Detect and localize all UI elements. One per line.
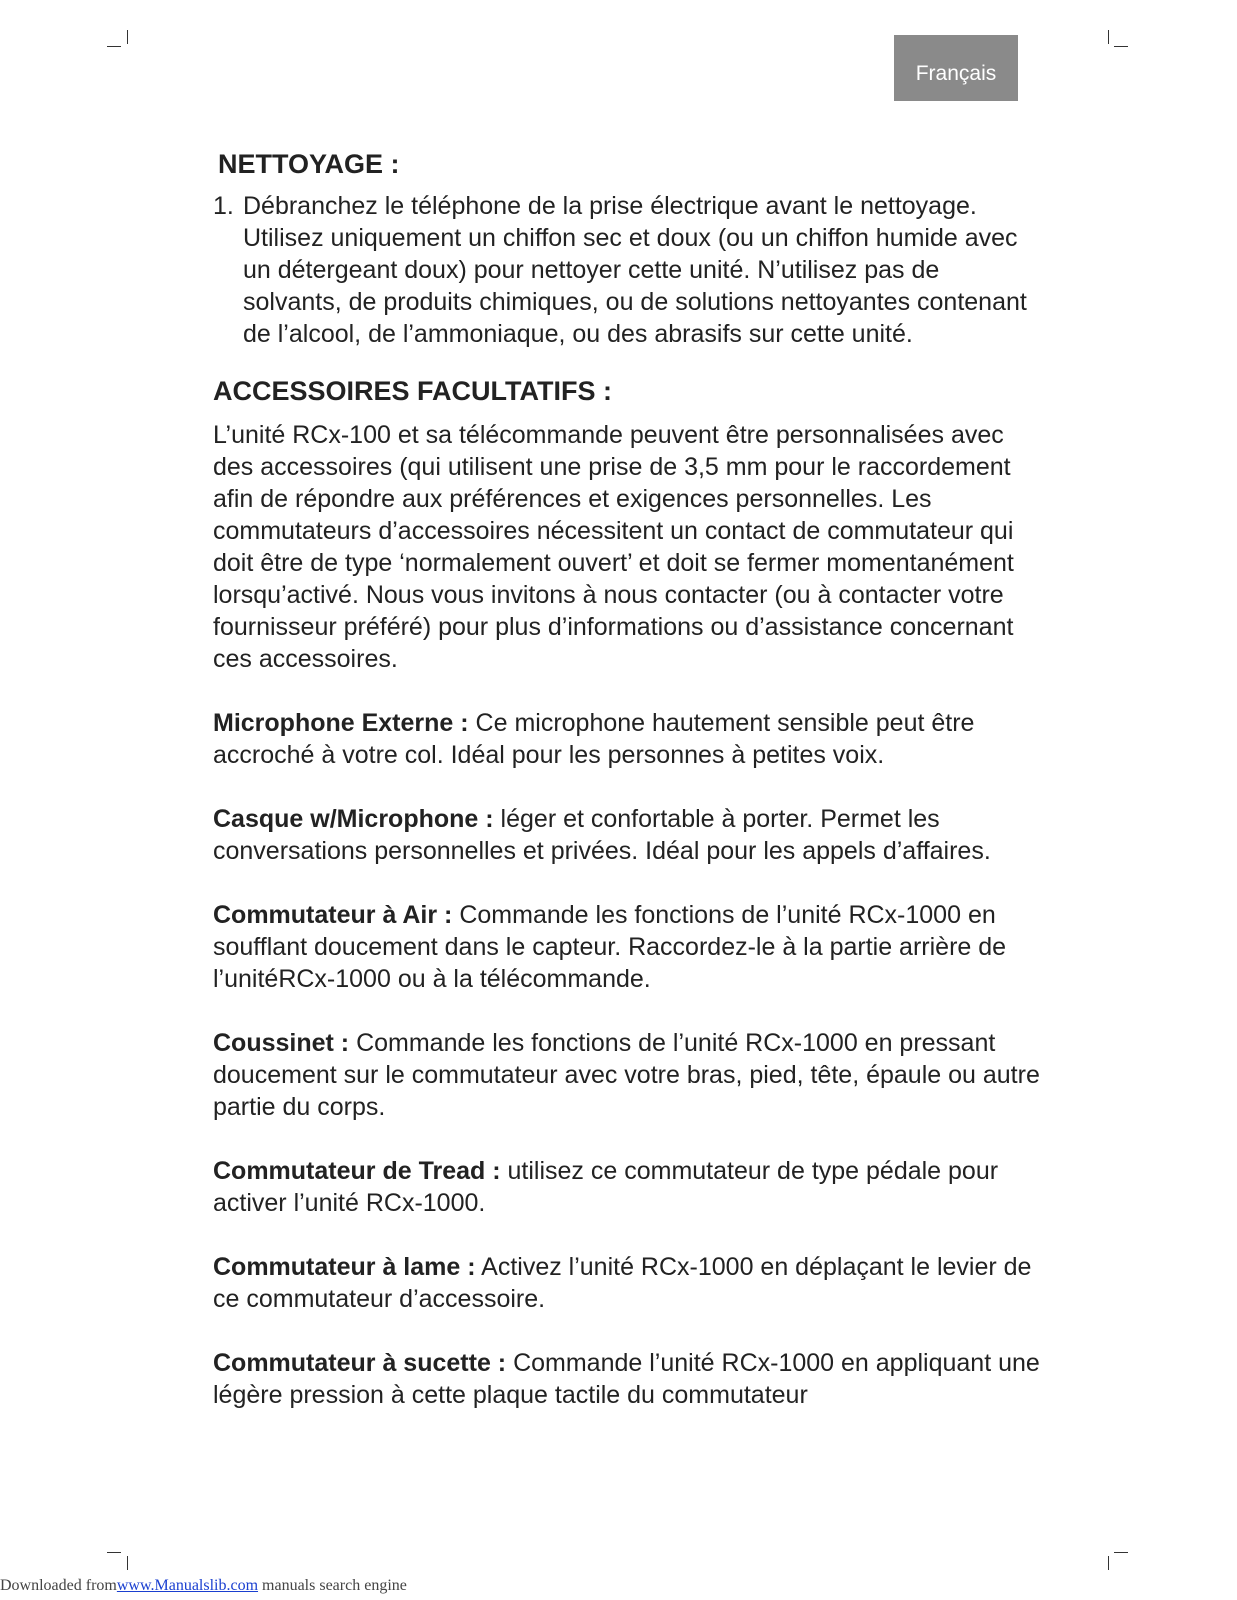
accessory-description: utilisez ce commutateur de type pédale pour activer l’unité RCx-1000.: [213, 1157, 999, 1217]
crop-mark-bottom-left-h: [107, 1552, 121, 1553]
accessory-description: Commande les fonctions de l’unité RCx-1000 en pressant doucement sur le commutateur avec votre bras, pied, tête, épaule ou autre partie du corps.: [213, 1029, 1040, 1121]
accessory-term: Commutateur de Tread :: [213, 1157, 501, 1185]
accessory-description: Commande l’unité RCx-1000 en appliquant une légère pression à cette plaque tactile du commutateur: [213, 1349, 1040, 1409]
crop-mark-bottom-right-v: [1108, 1556, 1109, 1570]
accessory-description: Commande les fonctions de l’unité RCx-1000 en soufflant doucement dans le capteur. Raccordez-le à la partie arrière de l’unitéRCx-1000 ou à la télécommande.: [213, 901, 1007, 993]
crop-mark-bottom-left-v: [127, 1556, 128, 1570]
accessory-paragraph: [213, 707, 1043, 771]
download-footer: [0, 1577, 407, 1595]
accessory-description: léger et confortable à porter. Permet les conversations personnelles et privées. Idéal pour les appels d’affaires.: [213, 805, 991, 865]
crop-mark-top-right-v: [1108, 30, 1109, 44]
language-tab: [894, 35, 1018, 101]
accessory-paragraph: [213, 1251, 1043, 1315]
page-content: [213, 146, 1043, 1411]
accessory-term: Coussinet :: [213, 1029, 350, 1057]
language-tab-label: Français: [915, 62, 997, 85]
accessories-intro: L’unité RCx-100 et sa télécommande peuvent être personnalisées avec des accessoires (qui utilisent une prise de 3,5 mm pour le raccordement afin de répondre aux préférences et exigences personnelles. Les commutateurs d’accessoires nécessitent un contact de commutateur qui doit être de type ‘normalement ouvert’ et doit se fermer momentanément lorsqu’activé. Nous vous invitons à nous contacter (ou à contacter votre fournisseur préféré) pour plus d’informations ou d’assistance concernant ces accessoires.: [213, 421, 1014, 673]
accessory-paragraph: [213, 803, 1043, 867]
accessory-term: Commutateur à sucette :: [213, 1349, 507, 1377]
crop-mark-bottom-right-h: [1114, 1552, 1128, 1553]
cleaning-heading: NETTOYAGE :: [218, 149, 400, 179]
crop-mark-top-left-h: [107, 46, 121, 47]
accessory-paragraph: [213, 1347, 1043, 1411]
accessory-term: Microphone Externe :: [213, 709, 469, 737]
list-item-text: Débranchez le téléphone de la prise électrique avant le nettoyage. Utilisez uniquement un chiffon sec et doux (ou un chiffon humide avec un détergeant doux) pour nettoyer cette unité. N’utilisez pas de solvants, de produits chimiques, ou de solutions nettoyantes contenant de l’alcool, de l’ammoniaque, ou des abrasifs sur cette unité.: [243, 192, 1027, 348]
crop-mark-top-right-h: [1114, 46, 1128, 47]
manualslib-link[interactable]: www.Manualslib.com: [116, 1577, 259, 1594]
accessory-term: Commutateur à Air :: [213, 901, 453, 929]
footer-suffix: manuals search engine: [262, 1577, 407, 1594]
accessory-description: Ce microphone hautement sensible peut être accroché à votre col. Idéal pour les personnes à petites voix.: [213, 709, 975, 769]
list-item-number: 1.: [213, 192, 234, 220]
cleaning-list-item: [213, 190, 1043, 350]
accessory-paragraph: [213, 1027, 1043, 1123]
accessories-heading: ACCESSOIRES FACULTATIFS :: [213, 376, 613, 406]
accessory-description: Activez l’unité RCx-1000 en déplaçant le levier de ce commutateur d’accessoire.: [213, 1253, 1032, 1313]
accessory-term: Casque w/Microphone :: [213, 805, 494, 833]
accessory-term: Commutateur à lame :: [213, 1253, 476, 1281]
accessory-paragraph: [213, 899, 1043, 995]
accessory-paragraph: [213, 1155, 1043, 1219]
crop-mark-top-left-v: [127, 30, 128, 44]
footer-prefix: Downloaded from: [0, 1577, 117, 1594]
